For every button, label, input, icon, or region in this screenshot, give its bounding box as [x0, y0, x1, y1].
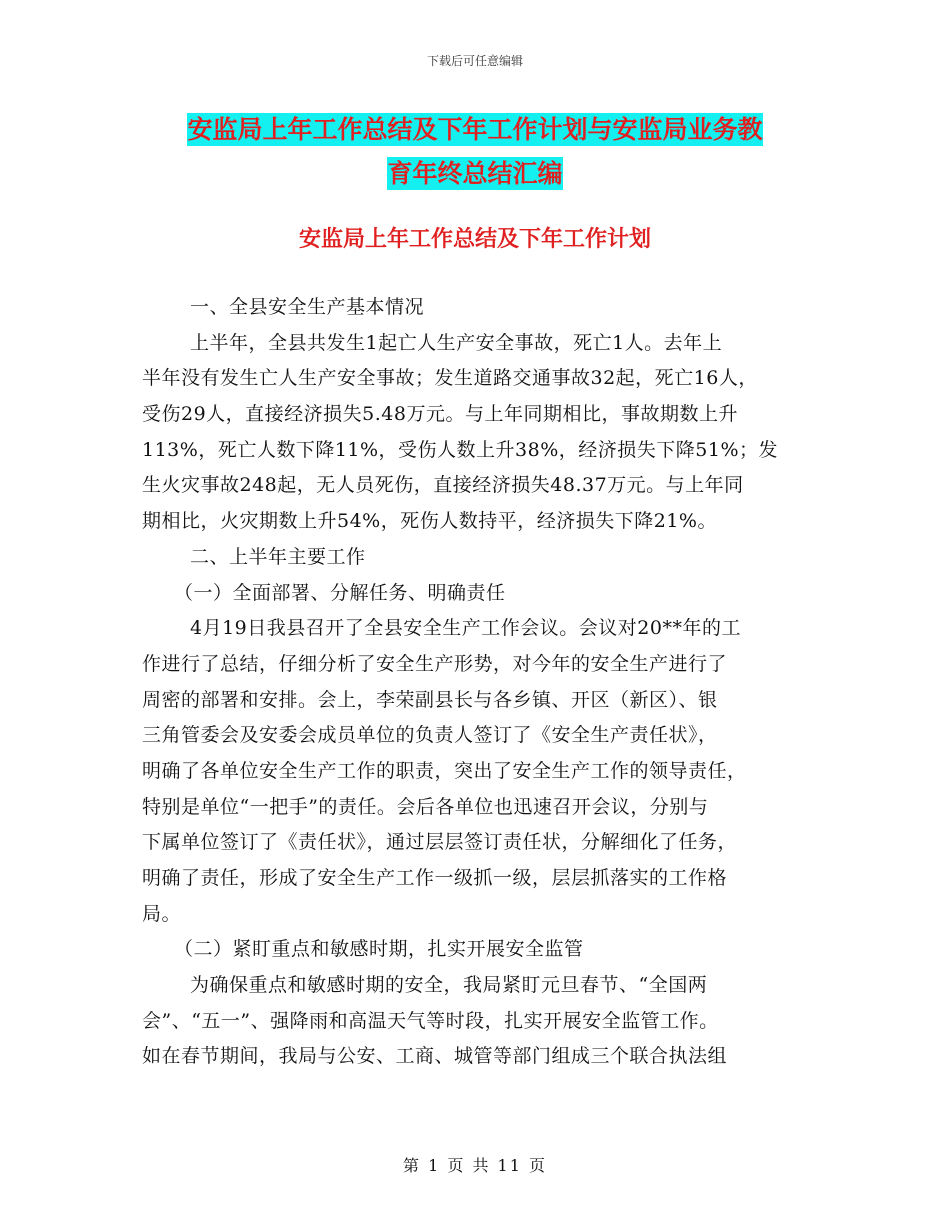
body-line: 为确保重点和敏感时期的安全，我局紧盯元旦春节、“全国两 — [190, 974, 708, 997]
body-line: 特别是单位“一把手”的责任。会后各单位也迅速召开会议，分别与 — [142, 795, 709, 818]
body-line: 半年没有发生亡人生产安全事故；发生道路交通事故32起，死亡16人， — [142, 367, 758, 390]
document-title — [150, 108, 800, 196]
body-line: 113%，死亡人数下降11%，受伤人数上升38%，经济损失下降51%；发 — [142, 438, 779, 461]
body-line: 如在春节期间，我局与公安、工商、城管等部门组成三个联合执法组 — [142, 1045, 728, 1068]
header-note: 下载后可任意编辑 — [426, 54, 523, 68]
body-line: 会”、“五一”、强降雨和高温天气等时段，扎实开展安全监管工作。 — [142, 1009, 719, 1032]
body-line: 三角管委会及安委会成员单位的负责人签订了《安全生产责任状》， — [142, 724, 718, 747]
body-line: 明确了责任，形成了安全生产工作一级抓一级，层层抓落实的工作格 — [142, 867, 728, 889]
body-line: 一、全县安全生产基本情况 — [190, 296, 425, 318]
body-line: 周密的部署和安排。会上，李荣副县长与各乡镇、开区（新区）、银 — [142, 688, 718, 711]
body-line: 受伤29人，直接经济损失5.48万元。与上年同期相比，事故期数上升 — [142, 403, 738, 426]
body-line: 作进行了总结，仔细分析了安全生产形势，对今年的安全生产进行了 — [142, 652, 728, 675]
title-line-2: 育年终总结汇编 — [387, 159, 563, 188]
body-line: 上半年，全县共发生1起亡人生产安全事故，死亡1人。去年上 — [190, 331, 723, 354]
body-line: 二、上半年主要工作 — [190, 545, 366, 568]
body-line: （一）全面部署、分解任务、明确责任 — [174, 581, 506, 604]
body-line: （二）紧盯重点和敏感时期，扎实开展安全监管 — [174, 938, 584, 961]
body-line: 明确了各单位安全生产工作的职责，突出了安全生产工作的领导责任， — [142, 759, 747, 782]
body-line: 下属单位签订了《责任状》，通过层层签订责任状，分解细化了任务， — [142, 831, 738, 854]
page-footer: 第 1 页 共 11 页 — [403, 1156, 547, 1175]
body-line: 期相比，火灾期数上升54%，死伤人数持平，经济损失下降21%。 — [142, 510, 717, 533]
body-line: 局。 — [142, 902, 182, 925]
body-line: 4月19日我县召开了全县安全生产工作会议。会议对20**年的工 — [190, 617, 741, 640]
body-line: 生火灾事故248起，无人员死伤，直接经济损失48.37万元。与上年同 — [142, 474, 744, 497]
title-line-1: 安监局上年工作总结及下年工作计划与安监局业务教 — [187, 115, 763, 144]
document-body — [142, 290, 822, 1075]
section-title: 安监局上年工作总结及下年工作计划 — [298, 227, 651, 252]
